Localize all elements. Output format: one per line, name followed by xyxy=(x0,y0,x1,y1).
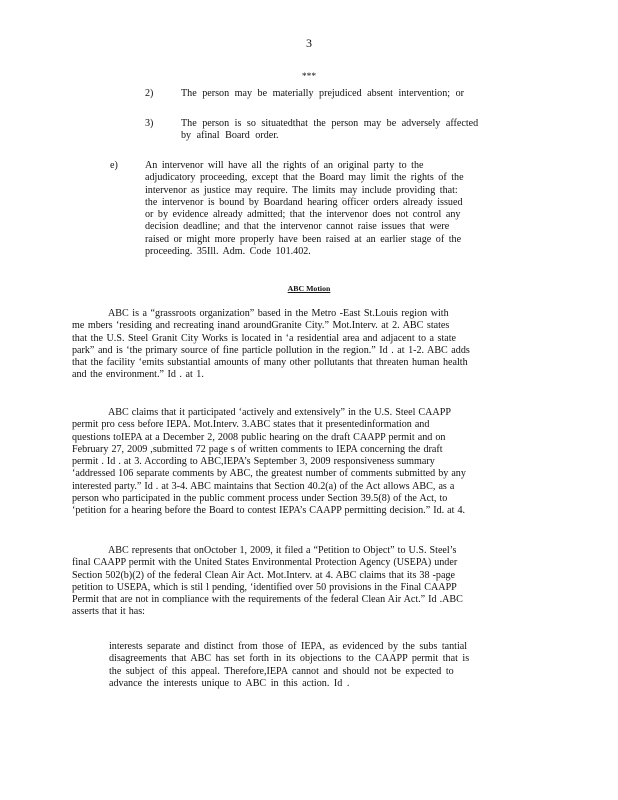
paragraph-line: Section 502(b)(2) of the federal Clean Air Act. Mot.Interv. at 4. ABC claims that its 38 -page xyxy=(72,569,455,581)
paragraph-line: interested party.” Id . at 3-4. ABC maintains that Section 40.2(a) of the Act allows ABC, as a xyxy=(72,480,455,492)
paragraph-abc-petition xyxy=(72,545,463,619)
item-e-line: the intervenor is bound by Boardand hearing officer orders already issued xyxy=(145,196,463,208)
page-number: 3 xyxy=(306,36,312,50)
paragraph-line: ‘petition for a hearing before the Board to contest IEPA’s CAAPP permitting decision.” Id. at 4. xyxy=(72,505,466,517)
item-e-line: or by evidence already admitted; that the intervenor does not control any xyxy=(145,209,461,221)
item-e-line: decision deadline; and that the intervenor cannot raise issues that were xyxy=(145,221,450,233)
asterisk-separator: *** xyxy=(301,72,317,82)
item-e-text xyxy=(145,160,464,258)
paragraph-line: park” and is ‘the primary source of fine particle pollution in the region.” Id . at 1-2. ABC adds xyxy=(72,344,470,356)
item-e-letter: e) xyxy=(110,160,118,171)
paragraph-line: permit . Id . at 3. According to ABC,IEPA’s September 3, 2009 responsiveness summary xyxy=(72,456,435,468)
item-e-line: raised or might more properly have been raised at an earlier stage of the xyxy=(145,233,462,245)
paragraph-line: permit pro cess before IEPA. Mot.Interv. 3.ABC states that it presentedinformation and xyxy=(72,419,430,431)
paragraph-line: ABC is a “grassroots organization” based in the Metro -East St.Louis region with xyxy=(108,308,449,319)
item-3-number: 3) xyxy=(145,118,154,129)
item-e-line: An intervenor will have all the rights of an original party to the xyxy=(145,160,424,171)
paragraph-line: ‘addressed 106 separate comments by ABC, the greatest number of comments submitted by any xyxy=(72,468,466,480)
paragraph-line: February 27, 2009 ,submitted 72 page s of written comments to IEPA concerning the draft xyxy=(72,443,443,455)
paragraph-line: that the U.S. Steel Granit City Works is located in ‘a residential area and adjacent to a state xyxy=(72,332,457,344)
paragraph-line: that the facility ‘emits substantial amounts of many other pollutants that threaten human health xyxy=(72,357,468,369)
paragraph-abc-organization xyxy=(72,308,470,382)
paragraph-line: and the environment.” Id . at 1. xyxy=(72,369,204,381)
quote-line: the subject of this appeal. Therefore,IEPA cannot and should not be expected to xyxy=(109,665,454,677)
item-3-line: The person is so situatedthat the person may be adversely affected xyxy=(181,118,479,129)
paragraph-line: Permit that are not in compliance with the requirements of the federal Clean Air Act.” Id .ABC xyxy=(72,594,463,606)
quote-line: interests separate and distinct from those of IEPA, as evidenced by the subs tantial xyxy=(109,641,468,652)
item-e-line: proceeding. 35Ill. Adm. Code 101.402. xyxy=(145,246,311,258)
item-2-text: The person may be materially prejudiced absent intervention; or xyxy=(181,88,464,99)
paragraph-line: petition to USEPA, which is stil l pending, ‘identified over 50 provisions in the Final CAAPP xyxy=(72,581,457,593)
paragraph-line: person who participated in the public comment process under Section 39.5(8) of the Act, to xyxy=(72,493,448,505)
paragraph-line: ABC claims that it participated ‘actively and extensively” in the U.S. Steel CAAPP xyxy=(108,407,451,418)
quote-line: advance the interests unique to ABC in this action. Id . xyxy=(109,677,350,689)
paragraph-abc-participation xyxy=(72,407,466,518)
item-3-text xyxy=(181,118,478,143)
item-2-number: 2) xyxy=(145,88,154,99)
paragraph-line: asserts that it has: xyxy=(72,606,145,618)
paragraph-line: ABC represents that onOctober 1, 2009, it filed a “Petition to Object” to U.S. Steel’s xyxy=(108,545,457,556)
block-quote xyxy=(109,641,469,690)
item-e-line: intervenor as justice may require. The limits may include providing that: xyxy=(145,184,458,196)
section-heading: ABC Motion xyxy=(287,284,331,293)
paragraph-line: final CAAPP permit with the United States Environmental Protection Agency (USEPA) under xyxy=(72,557,458,569)
paragraph-line: questions toIEPA at a December 2, 2008 public hearing on the draft CAAPP permit and on xyxy=(72,431,446,443)
item-3-line: by afinal Board order. xyxy=(181,130,279,142)
item-e-line: adjudicatory proceeding, except that the Board may limit the rights of the xyxy=(145,172,464,184)
paragraph-line: me mbers ‘residing and recreating inand aroundGranite City.” Mot.Interv. at 2. ABC states xyxy=(72,320,450,332)
quote-line: disagreements that ABC has set forth in its objections to the CAAPP permit that is xyxy=(109,653,470,665)
